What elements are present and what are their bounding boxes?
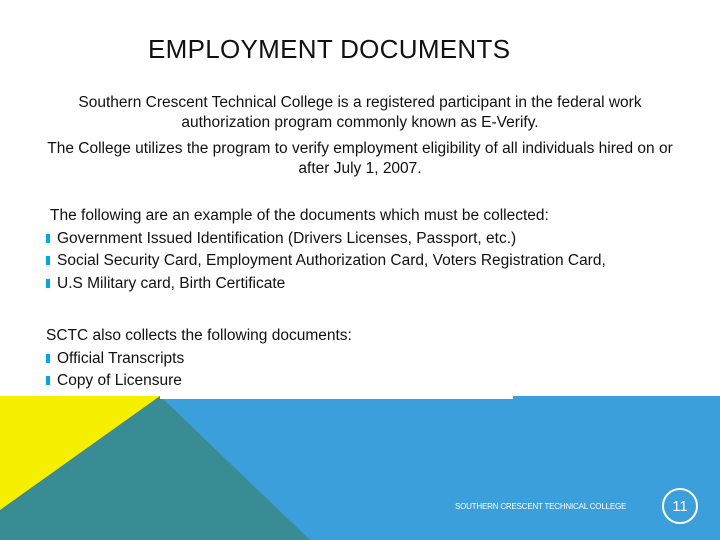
list-item-text: U.S Military card, Birth Certificate	[57, 274, 286, 292]
list-item	[46, 228, 606, 251]
bullet-icon	[46, 256, 50, 265]
white-strip-shape	[160, 396, 513, 399]
sctc-documents-intro: SCTC also collects the following documents:	[46, 327, 352, 344]
bullet-icon	[46, 279, 50, 288]
list-item-text: Social Security Card, Employment Authorization Card, Voters Registration Card,	[57, 252, 606, 269]
bullet-icon	[46, 354, 50, 363]
page-number: 11	[672, 498, 688, 515]
required-documents-intro: The following are an example of the documents which must be collected:	[50, 207, 549, 224]
bullet-icon	[46, 234, 50, 243]
page-number-badge	[662, 488, 698, 524]
footer-college-name: SOUTHERN CRESCENT TECHNICAL COLLEGE	[455, 502, 627, 511]
required-documents-list	[46, 205, 606, 295]
list-item	[46, 370, 352, 393]
list-item-text: Official Transcripts	[57, 349, 185, 367]
bullet-icon	[46, 376, 50, 385]
list-item-text: Government Issued Identification (Drivers Licenses, Passport, etc.)	[57, 229, 517, 247]
slide-title: EMPLOYMENT DOCUMENTS	[148, 34, 511, 64]
list-item	[46, 273, 606, 296]
list-item	[46, 250, 606, 273]
sctc-documents-list	[46, 325, 352, 393]
list-item	[46, 348, 352, 371]
list-item-text: Copy of Licensure	[57, 372, 182, 389]
eligibility-paragraph: The College utilizes the program to verify employment eligibility of all individuals hired on or after July 1, 2007.	[47, 140, 673, 177]
everify-paragraph: Southern Crescent Technical College is a registered participant in the federal work authorization program commonly known as E-Verify.	[78, 94, 642, 131]
